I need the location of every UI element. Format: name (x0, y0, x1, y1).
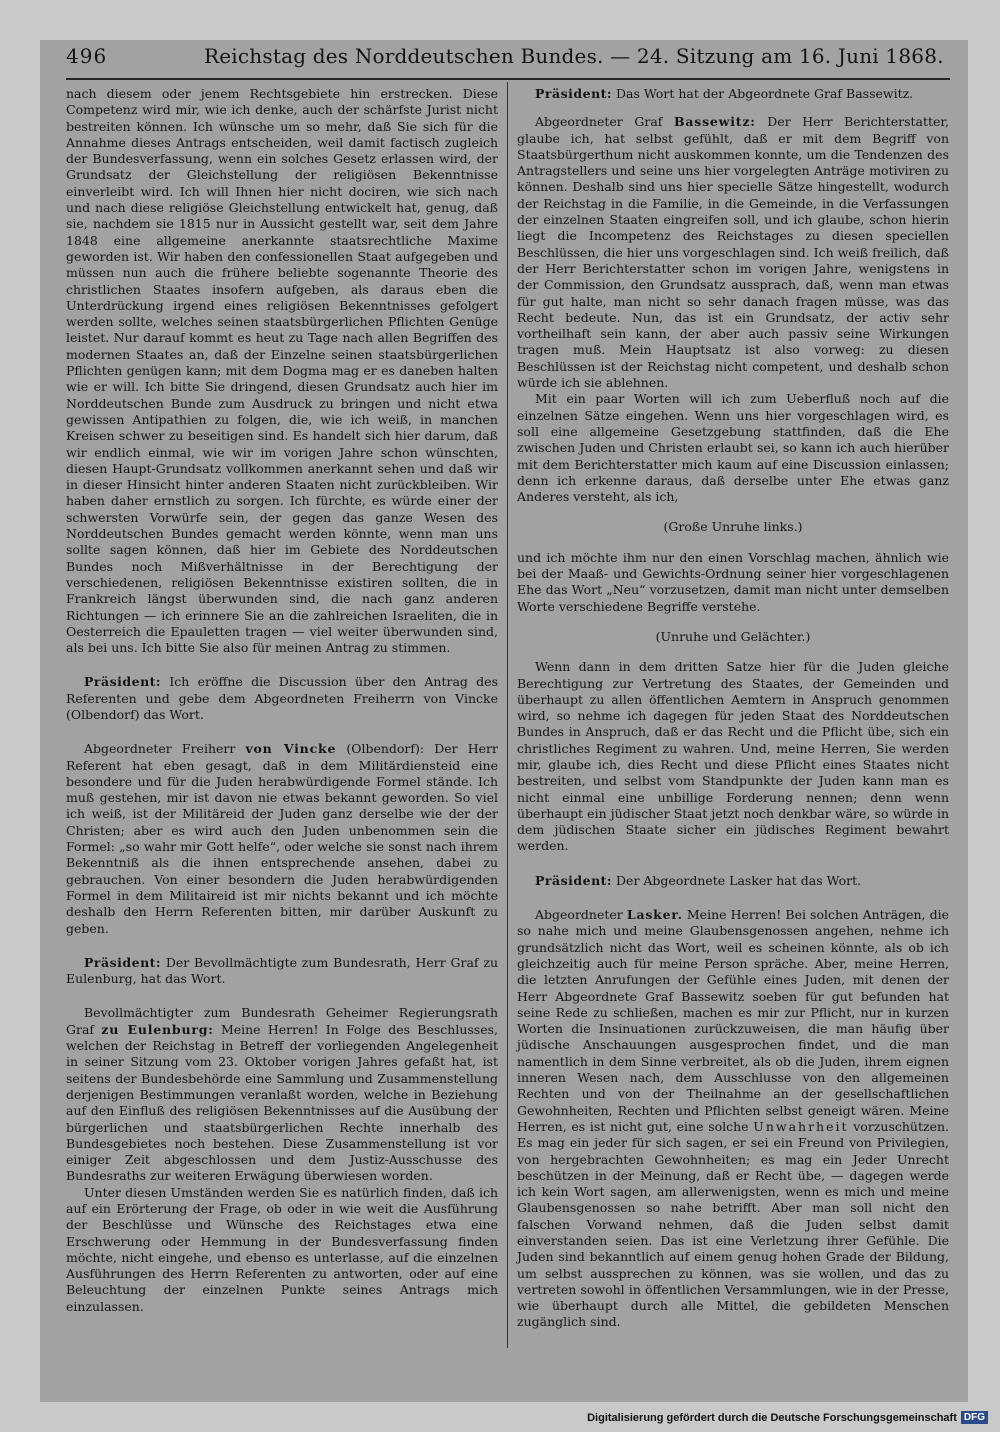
speech-text: Meine Herren! Bei solchen Anträgen, die so nahe mich und meine Glaubensgenossen angehen, nehme ich grundsätzlich nicht das Wort, weil es scheinen könnte, als ob ich gleichzeitig auch für meine Person spräche. Aber, meine Herren, die letzten Anrufungen der Gefühle eines Juden, mit denen der Herr Abgeordnete Graf Bassewitz soeben für gut befunden hat seine Rede zu schließen, machen es mir zur Pflicht, nur in kurzen Worten die Insinuationen zurückzuweisen, die man häufig über jüdische Anschauungen ausgesprochen findet, und die man namentlich in dem Sinne verbreitet, als ob die Juden, ihrem eignen inneren Wesen nach, dem Ausschlusse von den allgemeinen Rechten und von der Theilnahme an der gesellschaftlichen Gewohnheiten, Rechten und Pflichten selbst geneigt wären. Meine Herren, es ist nicht gut, eine solche (517, 907, 949, 1134)
stage-direction: (Unruhe und Gelächter.) (655, 628, 811, 644)
running-title: Reichstag des Norddeutschen Bundes. — 24. Sitzung am 16. Juni 1868. (204, 44, 944, 68)
speaker-name: zu Eulenburg: (101, 1021, 214, 1037)
paragraph (66, 1005, 498, 1184)
speaker-label: Präsident: (535, 872, 613, 888)
right-column (517, 86, 949, 1331)
page-header (66, 44, 944, 72)
paragraph (517, 114, 949, 391)
speaker-intro: Abgeordneter Graf (535, 114, 674, 130)
paragraph: nach diesem oder jenem Rechtsgebiete hin erstrecken. Diese Competenz wird mir, wie ich denke, auch der schärfste Jurist nicht bestreiten können. Ich wünsche um so mehr, daß Sie sich für die Annahme dieses Antrags entscheiden, weil damit factisch zugleich der Bundesverfassung, wenn ein solches Gesetz erlassen wird, der Grundsatz der Gleichstellung der religiösen Bekenntnisse einverleibt wird. Ich will Ihnen hier nicht dociren, wie sich nach und nach diese religiöse Gleichstellung entwickelt hat, genug, daß sie, nachdem sie 1815 nur in Aussicht gestellt war, seit dem Jahre 1848 eine allgemeine anerkannte staatsrechtliche Maxime geworden ist. Wir haben den confessionellen Staat aufgegeben und müssen nun auch die frühere beliebte sogenannte Theorie des christlichen Staates insofern aufgeben, als daraus eben die Unterdrückung irgend eines religiösen Bekenntnisses gefolgert werden sollte, welches seinen staatsbürgerlichen Pflichten Genüge leistet. Nur darauf kommt es heut zu Tage nach allen Begriffen des modernen Staates an, daß der Einzelne seinen staatsbürgerlichen Pflichten genügen kann; mit dem Dogma mag er es daneben halten wie er will. Ich bitte Sie dringend, diesen Grundsatz auch hier im Norddeutschen Bunde zum Ausdruck zu bringen und nicht etwa gewissen Antipathien zu folgen, die, wie ich weiß, in manchen Kreisen schwer zu beseitigen sind. Es handelt sich hier darum, daß wir endlich einmal, wie wir im vorigen Jahre schon wünschten, diesen Haupt-Grundsatz vollkommen anerkannt sehen und daß wir in dieser Hinsicht hinter anderen Staaten nicht zurückbleiben. Wir haben daher ernstlich zu sorgen. Ich fürchte, es würde einer der schwersten Vorwürfe sein, der gegen das ganze Wesen des Norddeutschen Bundes gemacht werden könnte, wenn man uns sollte sagen können, daß hier im Gebiete des Norddeutschen Bundes noch Mißverhältnisse in der Berechtigung der verschiedenen, religiösen Bekenntnisse existiren sollten, die in Frankreich längst überwunden sind, die nach ganz anderen Richtungen — ich erinnere Sie an die zahlreichen Israeliten, die in Oesterreich die Epauletten tragen — viel weiter überwunden sind, als bei uns. Ich bitte Sie also für meinen Antrag zu stimmen. (66, 86, 498, 656)
speech-text: Meine Herren! In Folge des Beschlusses, welchen der Reichstag in Betreff der vorliegenden Angelegenheit in seiner Sitzung vom 23. Oktober vorigen Jahres gefaßt hat, ist seitens der Bundesbehörde eine Sammlung und Zusammenstellung derjenigen Bestimmungen veranlaßt worden, welche in Beziehung auf den Einfluß des religiösen Bekenntnisses auf die Ausübung der bürgerlichen und staatsbürgerlichen Rechte innerhalb des Bundesgebietes noch bestehen. Diese Zusammenstellung ist vor einiger Zeit abgeschlossen und dem Justiz-Ausschusse des Bundesraths zur weiteren Erwägung überwiesen worden. (66, 1021, 498, 1184)
paragraph (66, 674, 498, 723)
column-divider (507, 82, 508, 1348)
speech-text: Der Herr Berichterstatter, glaube ich, hat selbst gefühlt, daß er mit dem Begriff von Staatsbürgerthum nicht auskommen konnte, um die Tendenzen des Antragstellers und seine uns hier vorgelegten Anträge motiviren zu können. Deshalb sind uns hier specielle Sätze hingestellt, wodurch der Reichstag in die Familie, in die Gemeinde, in die Verfassungen der einzelnen Staaten eingreifen soll, und ich glaube, schon hierin liegt die Incompetenz des Reichstages zu diesen speciellen Beschlüssen, die hier uns vorgeschlagen sind. Ich weiß freilich, daß der Herr Berichterstatter schon im vorigen Jahre, wenigstens in der Commission, den Grundsatz aussprach, daß, wenn man etwas für gut halte, man nicht so sehr danach fragen müsse, was das Recht bedeute. Nun, das ist ein Grundsatz, der activ sehr vortheilhaft sein kann, der aber auch passiv seine Wirkungen tragen muß. Mein Hauptsatz ist also vorweg: zu diesen Beschlüssen ist der Reichstag nicht competent, und deshalb schon würde ich sie ablehnen. (517, 114, 949, 391)
stage-direction: (Große Unruhe links.) (663, 519, 803, 535)
paragraph (66, 955, 498, 988)
speech-text: Der Bevollmächtigte zum Bundesrath, Herr Graf zu Eulenburg, hat das Wort. (66, 954, 498, 987)
left-column (66, 86, 498, 1315)
speaker-label: Präsident: (84, 674, 162, 690)
speech-text: (Olbendorf): Der Herr Referent hat eben gesagt, daß in dem Militärdiensteid eine besondere und für die Juden herabwürdigende Formel stände. Ich muß gestehen, mir ist davon nie etwas bekannt geworden. So viel ich weiß, ist der Militäreid der Juden ganz derselbe wie der der Christen; aber es wird auch den Juden unbenommen sein die Formel: „so wahr mir Gott helfe“, oder welche sie sonst nach ihrem Bekenntniß als die ihnen entsprechende ansehen, dabei zu gebrauchen. Von einer besondern die Juden herabwürdigenden Formel in dem Militaireid ist mir nichts bekannt und ich möchte deshalb den Herrn Referenten bitten, mir darüber Auskunft zu geben. (66, 741, 498, 936)
speech-text: Das Wort hat der Abgeordnete Graf Bassewitz. (612, 86, 914, 101)
funding-footer (587, 1411, 988, 1424)
paragraph: Wenn dann in dem dritten Satze hier für die Juden gleiche Berechtigung zur Vertretung des Staates, der Gemeinden und überhaupt zu allen öffentlichen Aemtern in Anspruch genommen wird, so nehme ich dagegen für jeden Staat des Norddeutschen Bundes in Anspruch, daß er das Recht und die Pflicht übe, sich ein christliches Regiment zu wahren. Und, meine Herren, Sie werden mir, glaube ich, dies Recht und diese Pflicht eines Staates nicht bestreiten, und selbst vom Standpunkte der Juden kann man es nicht einmal eine unbillige Forderung nennen; denn wenn überhaupt ein jüdischer Staat jetzt noch denkbar wäre, so würde in dem jüdischen Staate sicher ein jüdisches Regiment bewahrt werden. (517, 659, 949, 854)
dfg-logo: DFG (961, 1411, 988, 1424)
emphasized-word: Unwahrheit (753, 1118, 849, 1134)
paragraph: Mit ein paar Worten will ich zum Ueberfluß noch auf die einzelnen Sätze eingehen. Wenn uns hier vorgeschlagen wird, es soll eine allgemeine Gesetzgebung stattfinden, daß die Ehe zwischen Juden und Christen erlaubt sei, so kann ich auch hierüber mit dem Berichterstatter mich kaum auf eine Discussion einlassen; denn ich erkenne daraus, daß derselbe unter Ehe etwas ganz Anderes versteht, als ich, (517, 391, 949, 505)
header-rule (66, 78, 950, 80)
paragraph (517, 907, 949, 1331)
page-number: 496 (66, 44, 108, 68)
speaker-intro: Abgeordneter (535, 907, 627, 923)
paragraph: und ich möchte ihm nur den einen Vorschlag machen, ähnlich wie bei der Maaß- und Gewichts-Ordnung seiner hier vorgeschlagenen Ehe das Wort „Neu“ vorzusetzen, damit man nicht unter demselben Worte verschiedene Begriffe verstehe. (517, 549, 949, 614)
speech-text: Der Abgeordnete Lasker hat das Wort. (612, 872, 862, 888)
paragraph (66, 741, 498, 937)
funding-note: Digitalisierung gefördert durch die Deutsche Forschungsgemeinschaft (587, 1411, 957, 1424)
speaker-intro: Abgeordneter Freiherr (84, 741, 246, 757)
speech-text: vorzuschützen. Es mag ein jeder für sich sagen, er sei ein Freund von Privilegien, von hergebrachten Gewohnheiten; es mag ein Jeder Unrecht beschützen in der Meinung, daß er Recht übe, — dagegen werde ich kein Wort sagen, am allerwenigsten, wenn es mich und meine Glaubensgenossen so nahe betrifft. Aber man soll nicht den falschen Vorwand nehmen, daß die Juden selbst damit einverstanden seien. Das ist eine Verletzung ihrer Gefühle. Die Juden sind bekanntlich auf einem genug hohen Grade der Bildung, um selbst aussprechen zu können, was sie wollen, und das zu vertreten sowohl in öffentlichen Versammlungen, wie in der Presse, wie überhaupt durch alle Mittel, die gebildeten Menschen zugänglich sind. (517, 1118, 949, 1330)
speaker-name: Lasker. (626, 907, 683, 923)
paragraph (517, 86, 949, 102)
speaker-name: von Vincke (245, 741, 337, 757)
speaker-label: Präsident: (84, 954, 162, 970)
paragraph: Unter diesen Umständen werden Sie es natürlich finden, daß ich auf ein Erörterung der Frage, ob oder in wie weit die Ausführung der Beschlüsse und Wünsche des Reichstages etwa eine Erschwerung oder Hemmung in der Bundesverfassung finden möchte, nicht eingehe, und ebenso es unterlasse, auf die einzelnen Ausführungen des Herrn Referenten zu antworten, oder auf eine Beleuchtung der einzelnen Punkte seines Antrags mich einzulassen. (66, 1184, 498, 1314)
speaker-intro: Bevollmächtigter zum Bundesrath Geheimer Regierungsrath Graf (66, 1005, 498, 1037)
paragraph (517, 873, 949, 889)
speaker-name: Bassewitz: (673, 114, 756, 130)
speaker-label: Präsident: (535, 86, 613, 101)
speech-text: Ich eröffne die Discussion über den Antrag des Referenten und gebe dem Abgeordneten Freiherrn von Vincke (Olbendorf) das Wort. (66, 674, 498, 722)
